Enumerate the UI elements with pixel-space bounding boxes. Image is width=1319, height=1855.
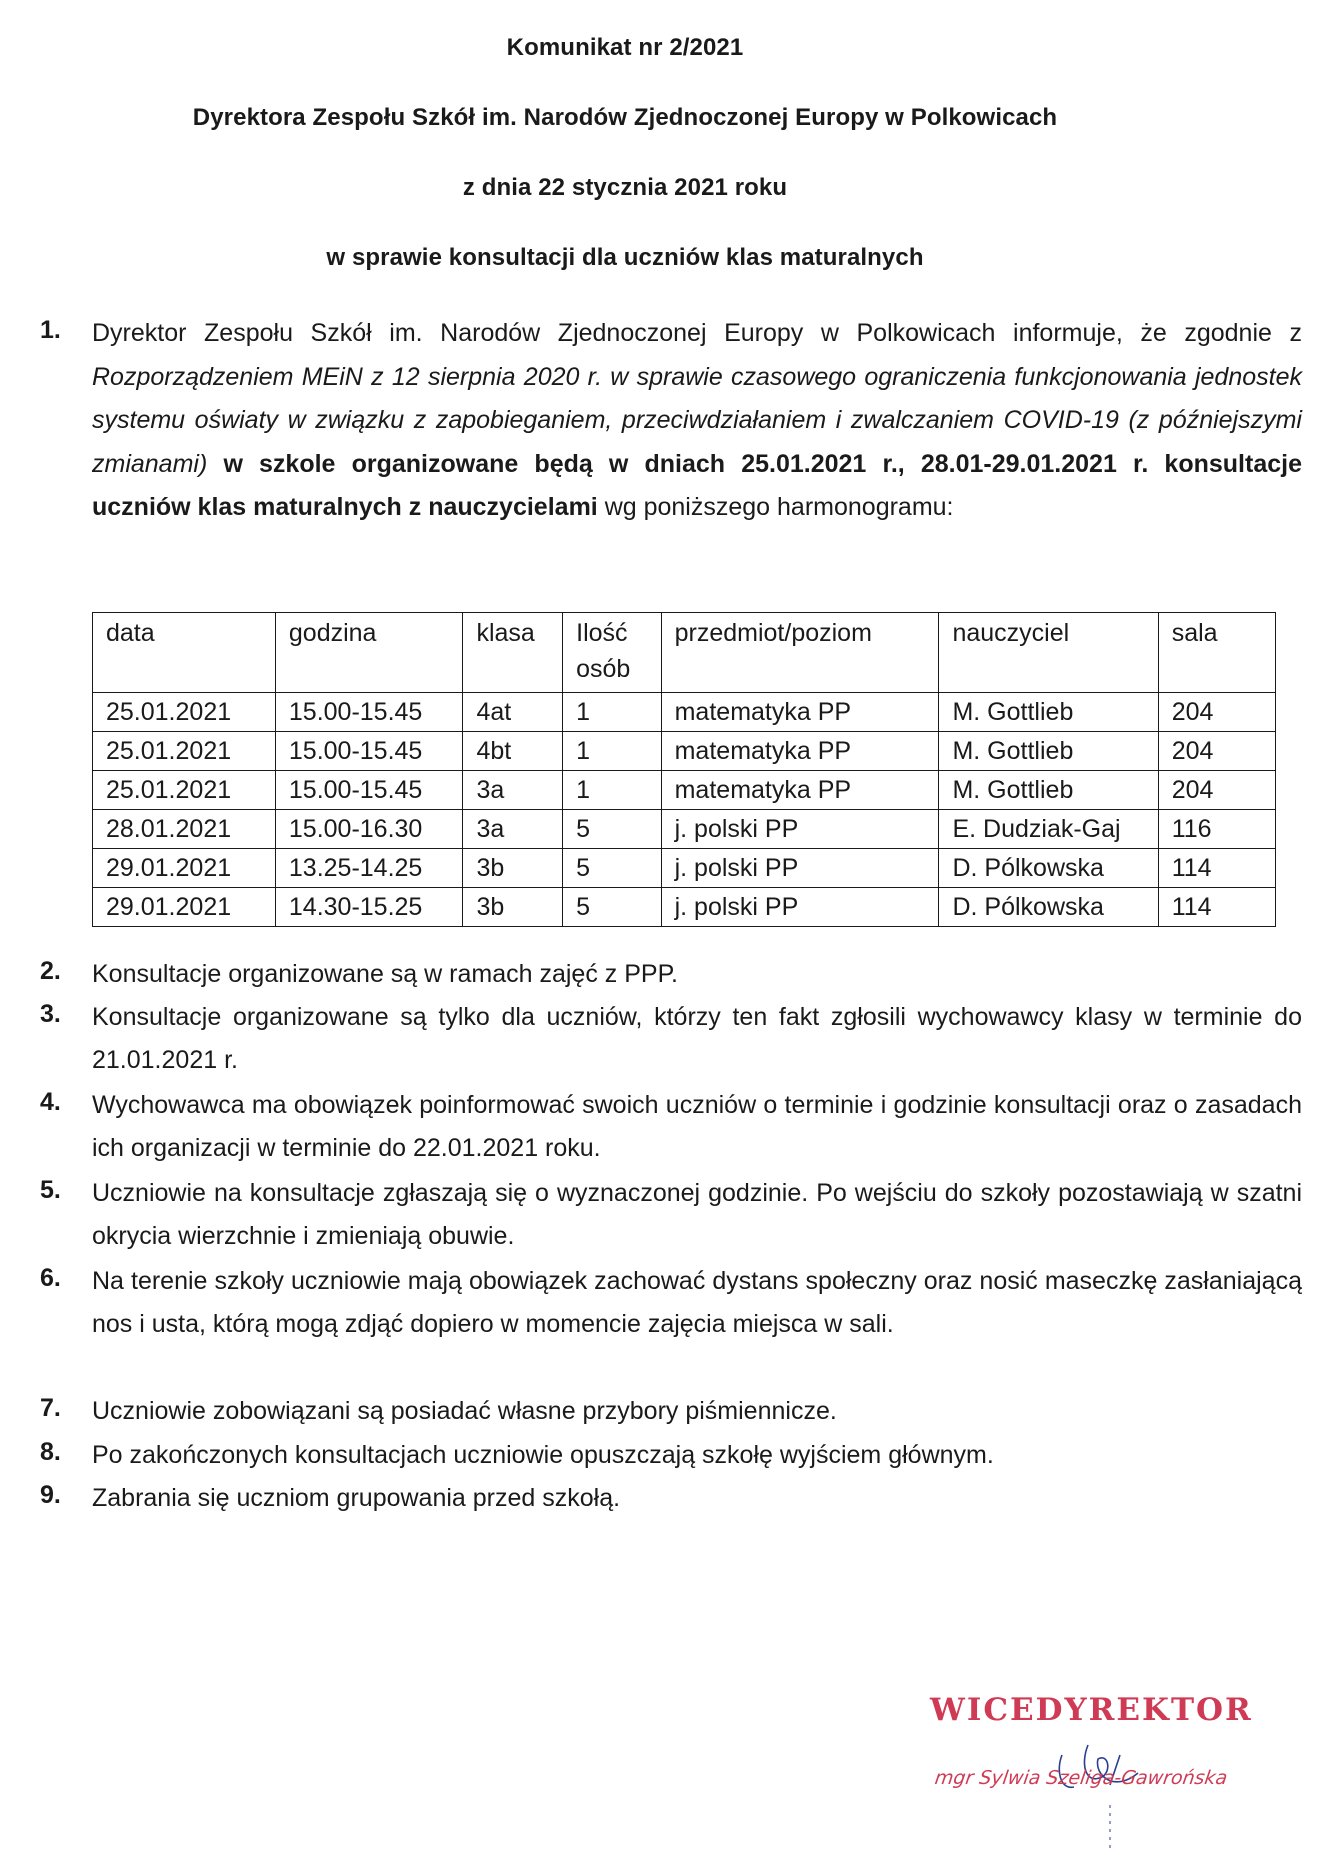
table-row <box>93 849 1276 888</box>
heading-issuer: Dyrektora Zespołu Szkół im. Narodów Zjednoczonej Europy w Polkowicach <box>192 104 1058 131</box>
column-header: data <box>93 613 276 693</box>
item-number: 1. <box>40 316 61 344</box>
stamp-title: WICEDYREKTOR <box>930 1692 1253 1728</box>
table-cell: 5 <box>563 810 661 849</box>
table-header-row <box>93 613 1276 693</box>
table-cell: 1 <box>563 732 661 771</box>
item-text: Wychowawca ma obowiązek poinformować swoich uczniów o terminie i godzinie konsultacji oraz o zasadach ich organizacji w terminie do 22.01.2021 roku. <box>92 1091 1302 1162</box>
item-text: Zabrania się uczniom grupowania przed szkołą. <box>92 1484 621 1512</box>
schedule-table <box>92 612 1276 927</box>
item-number: 8. <box>40 1438 61 1466</box>
item-number: 6. <box>40 1264 61 1292</box>
table-cell: 5 <box>563 849 661 888</box>
table-cell: 29.01.2021 <box>93 888 276 927</box>
table-cell: 15.00-15.45 <box>275 771 463 810</box>
table-row <box>93 810 1276 849</box>
table-cell: E. Dudziak-Gaj <box>939 810 1158 849</box>
table-cell: 4bt <box>463 732 563 771</box>
consultation-dates: w szkole organizowane będą w dniach 25.01.2021 r., 28.01-29.01.2021 r. konsultacje uczniów klas maturalnych z nauczycielami <box>92 449 1302 521</box>
table-cell: matematyka PP <box>661 732 939 771</box>
item-text-part <box>207 450 223 478</box>
table-cell: matematyka PP <box>661 693 939 732</box>
item-text: Uczniowie zobowiązani są posiadać własne przybory piśmiennicze. <box>92 1397 837 1425</box>
item-text: Po zakończonych konsultacjach uczniowie opuszczają szkołę wyjściem głównym. <box>92 1441 994 1469</box>
table-row <box>93 732 1276 771</box>
item-text-part: Dyrektor Zespołu Szkół im. Narodów Zjednoczonej Europy w Polkowicach informuje, że zgodnie z <box>92 319 1302 347</box>
table-cell: 14.30-15.25 <box>275 888 463 927</box>
table-cell: 4at <box>463 693 563 732</box>
table-cell: 3a <box>463 771 563 810</box>
stamp-name: mgr Sylwia Szeliga-Gawrońska <box>933 1767 1229 1789</box>
item-number: 5. <box>40 1176 61 1204</box>
table-cell: 1 <box>563 693 661 732</box>
table-cell: 3a <box>463 810 563 849</box>
table-cell: 13.25-14.25 <box>275 849 463 888</box>
heading-date: z dnia 22 stycznia 2021 roku <box>462 174 788 201</box>
table-cell: M. Gottlieb <box>939 693 1158 732</box>
table-cell: 15.00-15.45 <box>275 732 463 771</box>
item-number: 3. <box>40 1000 61 1028</box>
item-text-part: wg poniższego harmonogramu: <box>597 493 954 521</box>
column-header: przedmiot/poziom <box>661 613 939 693</box>
item-text: Konsultacje organizowane są w ramach zajęć z PPP. <box>92 960 678 988</box>
column-header: Ilość osób <box>563 613 661 693</box>
table-cell: 5 <box>563 888 661 927</box>
table-cell: 15.00-16.30 <box>275 810 463 849</box>
table-cell: M. Gottlieb <box>939 771 1158 810</box>
table-cell: 25.01.2021 <box>93 771 276 810</box>
table-cell: 204 <box>1158 693 1275 732</box>
heading-title: Komunikat nr 2/2021 <box>506 34 744 61</box>
regulation-reference: Rozporządzeniem MEiN z 12 sierpnia 2020 r. w sprawie czasowego ograniczenia funkcjonowania jednostek systemu oświaty w związku z zapobieganiem, przeciwdziałaniem i zwalczaniem COVID-19 (z późniejszymi zmianami) <box>92 362 1302 478</box>
item-number: 9. <box>40 1481 61 1509</box>
table-cell: 1 <box>563 771 661 810</box>
table-cell: 204 <box>1158 771 1275 810</box>
item-text: Na terenie szkoły uczniowie mają obowiązek zachować dystans społeczny oraz nosić maseczkę zasłaniającą nos i usta, którą mogą zdjąć dopiero w momencie zajęcia miejsca w sali. <box>92 1267 1302 1338</box>
table-cell: 15.00-15.45 <box>275 693 463 732</box>
table-cell: 28.01.2021 <box>93 810 276 849</box>
item-number: 2. <box>40 957 61 985</box>
table-cell: 3b <box>463 849 563 888</box>
table-cell: 114 <box>1158 849 1275 888</box>
table-cell: j. polski PP <box>661 810 939 849</box>
table-cell: D. Pólkowska <box>939 888 1158 927</box>
heading-subject: w sprawie konsultacji dla uczniów klas maturalnych <box>326 244 924 271</box>
table-row <box>93 771 1276 810</box>
item-number: 4. <box>40 1088 61 1116</box>
column-header: nauczyciel <box>939 613 1158 693</box>
item-text: Uczniowie na konsultacje zgłaszają się o wyznaczonej godzinie. Po wejściu do szkoły pozostawiają w szatni okrycia wierzchnie i zmieniają obuwie. <box>92 1179 1302 1250</box>
table-cell: 25.01.2021 <box>93 693 276 732</box>
table-cell: 3b <box>463 888 563 927</box>
table-cell: D. Pólkowska <box>939 849 1158 888</box>
item-number: 7. <box>40 1394 61 1422</box>
item-text <box>92 312 1302 530</box>
column-header: sala <box>1158 613 1275 693</box>
table-cell: 204 <box>1158 732 1275 771</box>
table-row <box>93 888 1276 927</box>
table-cell: j. polski PP <box>661 849 939 888</box>
table-cell: M. Gottlieb <box>939 732 1158 771</box>
table-cell: j. polski PP <box>661 888 939 927</box>
table-row <box>93 693 1276 732</box>
column-header: godzina <box>275 613 463 693</box>
table-cell: 116 <box>1158 810 1275 849</box>
table-cell: 114 <box>1158 888 1275 927</box>
item-text: Konsultacje organizowane są tylko dla uczniów, którzy ten fakt zgłosili wychowawcy klasy w terminie do 21.01.2021 r. <box>92 1003 1302 1074</box>
table-cell: 25.01.2021 <box>93 732 276 771</box>
column-header: klasa <box>463 613 563 693</box>
table-cell: matematyka PP <box>661 771 939 810</box>
table-cell: 29.01.2021 <box>93 849 276 888</box>
